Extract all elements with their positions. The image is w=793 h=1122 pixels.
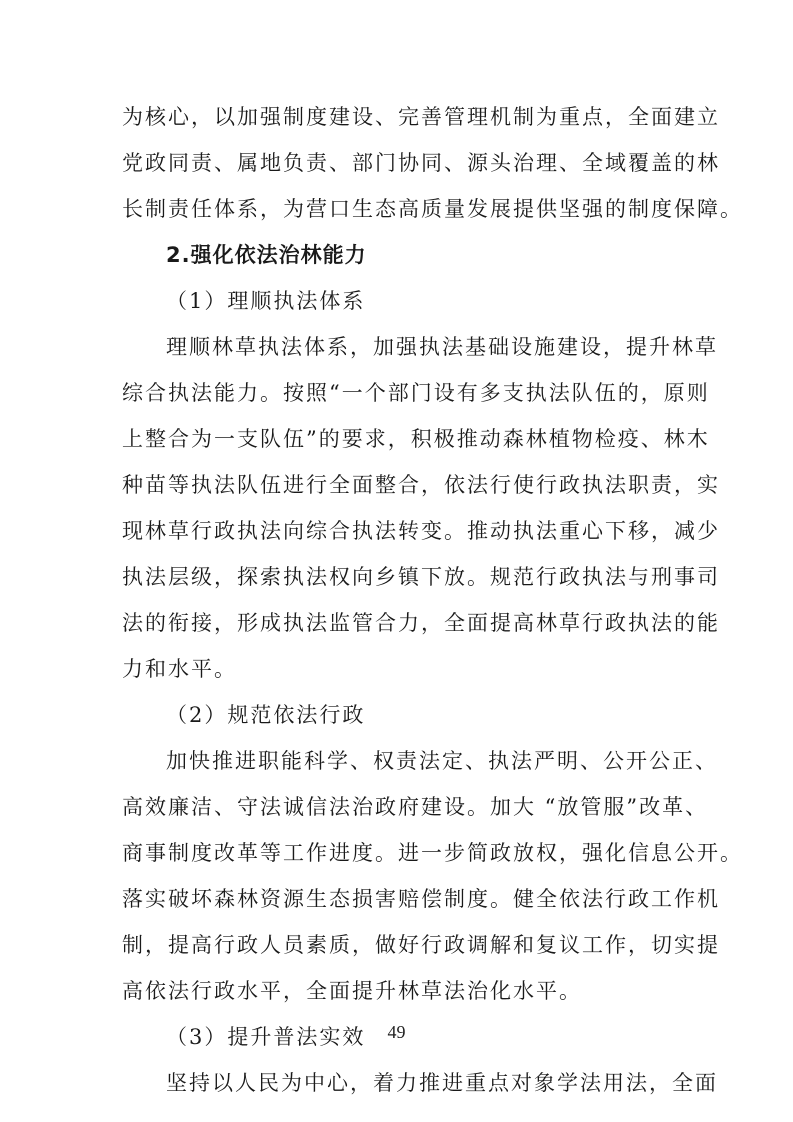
paragraph-line: 为核心，以加强制度建设、完善管理机制为重点，全面建立 [122,105,720,129]
paragraph-line: 落实破坏森林资源生态损害赔偿制度。健全依法行政工作机 [122,887,720,911]
paragraph-line: 种苗等执法队伍进行全面整合，依法行使行政执法职责，实 [122,473,720,497]
paragraph-line: 力和水平。 [122,657,237,681]
paragraph-line: 执法层级，探索执法权向乡镇下放。规范行政执法与刑事司 [122,565,720,589]
paragraph-line: 商事制度改革等工作进度。进一步简政放权，强化信息公开。 [122,841,743,865]
paragraph-line: 长制责任体系，为营口生态高质量发展提供坚强的制度保障。 [122,197,743,221]
paragraph-line: 上整合为一支队伍”的要求，积极推动森林植物检疫、林木 [122,427,710,451]
section-heading: 2.强化依法治林能力 [166,243,367,267]
paragraph-line: 高依法行政水平，全面提升林草法治化水平。 [122,979,582,1003]
subsection-heading: （3）提升普法实效 [166,1025,366,1049]
paragraph-line: 坚持以人民为中心，着力推进重点对象学法用法，全面 [166,1071,718,1095]
paragraph-line: 高效廉洁、守法诚信法治政府建设。加大 “放管服”改革、 [122,795,709,819]
body-text [122,94,743,1106]
subsection-heading: （1）理顺执法体系 [166,289,366,313]
paragraph-line: 加快推进职能科学、权责法定、执法严明、公开公正、 [166,749,718,773]
page-number: 49 [387,1022,406,1042]
paragraph-line: 法的衔接，形成执法监管合力，全面提高林草行政执法的能 [122,611,720,635]
subsection-heading: （2）规范依法行政 [166,703,366,727]
paragraph-line: 制，提高行政人员素质，做好行政调解和复议工作，切实提 [122,933,720,957]
paragraph-line: 党政同责、属地负责、部门协同、源头治理、全域覆盖的林 [122,151,720,175]
paragraph-line: 现林草行政执法向综合执法转变。推动执法重心下移，减少 [122,519,720,543]
paragraph-line: 理顺林草执法体系，加强执法基础设施建设，提升林草 [166,335,718,359]
paragraph-line: 综合执法能力。按照“一个部门设有多支执法队伍的，原则 [122,381,710,405]
